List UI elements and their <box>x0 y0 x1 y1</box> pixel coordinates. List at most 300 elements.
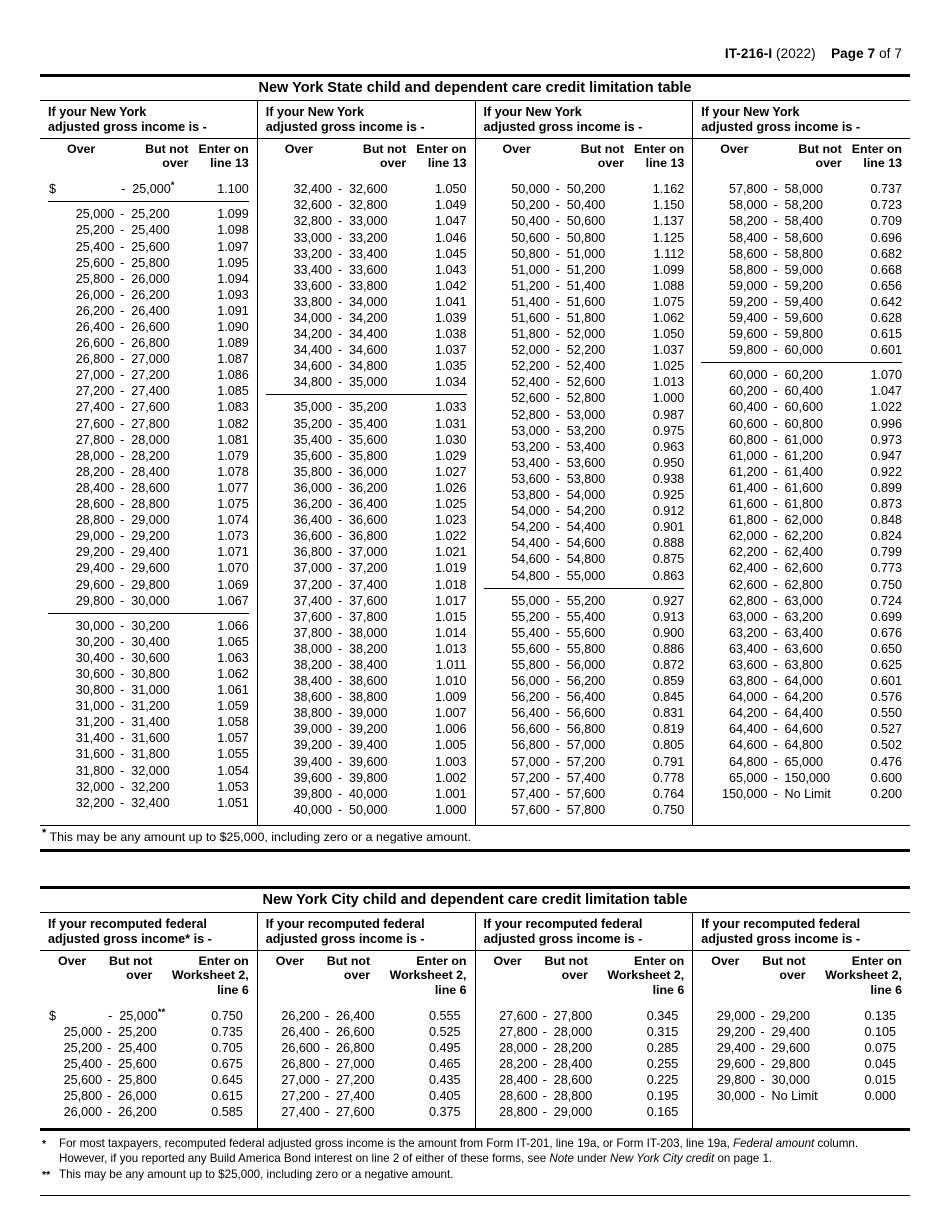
range-but-not-over: 29,400 <box>131 545 170 560</box>
range-dash: - <box>337 400 343 415</box>
range-over: 60,400 <box>728 400 768 415</box>
range-but-not-over: 57,400 <box>566 770 606 785</box>
range-over: 33,400 <box>293 262 332 277</box>
range-but-not-over: 39,800 <box>349 770 388 785</box>
range-over: 31,000 <box>75 699 115 714</box>
range-but-not-over: 35,000 <box>349 375 388 390</box>
range-but-not-over: 54,400 <box>566 520 606 535</box>
range-over: 29,600 <box>75 577 115 592</box>
credit-value: 1.085 <box>217 384 249 399</box>
range-dash: - <box>773 464 778 479</box>
table-row <box>484 754 685 770</box>
range-over: 36,400 <box>293 513 332 528</box>
range-dash: - <box>107 1041 112 1056</box>
credit-value: 1.007 <box>434 706 467 721</box>
table-row <box>48 1088 249 1104</box>
city-column-2 <box>257 913 475 1127</box>
range-over: 58,000 <box>728 198 768 213</box>
footnote-two <box>42 1167 908 1183</box>
credit-value: 0.676 <box>870 625 902 640</box>
subhead-enter-on: Enter on Worksheet 2, line 6 <box>825 954 902 997</box>
credit-value: 1.045 <box>434 246 467 261</box>
credit-value: 1.079 <box>217 448 249 463</box>
range-over: 36,600 <box>293 529 332 544</box>
range-but-not-over: 35,200 <box>349 400 388 415</box>
credit-value: 0.987 <box>652 407 685 422</box>
state-column-heading: If your New York adjusted gross income is - <box>40 101 257 139</box>
range-but-not-over: 36,600 <box>349 513 388 528</box>
range-but-not-over: 38,400 <box>349 657 388 672</box>
range-over: 62,600 <box>728 577 768 592</box>
range-over: 29,800 <box>716 1073 756 1088</box>
range-dash: - <box>120 666 125 681</box>
credit-value: 1.099 <box>652 262 685 277</box>
table-row <box>48 1072 249 1088</box>
range-dash: - <box>555 754 560 769</box>
range-but-not-over: 29,000 <box>131 513 170 528</box>
table-row <box>266 802 467 818</box>
range-but-not-over: 50,800 <box>566 230 606 245</box>
range-over: 52,400 <box>511 375 550 390</box>
range-but-not-over: 27,800 <box>131 416 170 431</box>
range-over: 56,800 <box>511 738 550 753</box>
range-over: 52,600 <box>511 391 550 406</box>
table-row <box>48 255 249 271</box>
range-dash: - <box>107 1057 112 1072</box>
range-but-not-over: 37,400 <box>349 577 388 592</box>
range-dash: - <box>760 1073 765 1088</box>
credit-value: 1.047 <box>870 384 902 399</box>
table-row <box>48 383 249 399</box>
range-but-not-over: 55,200 <box>566 593 606 608</box>
range-but-not-over: 30,400 <box>131 634 170 649</box>
range-but-not-over: 39,400 <box>349 738 388 753</box>
credit-value: 1.093 <box>217 287 249 302</box>
range-dash: - <box>120 336 125 351</box>
range-over: 25,800 <box>63 1089 103 1104</box>
range-dash: - <box>773 690 778 705</box>
credit-value: 0.435 <box>428 1073 461 1088</box>
table-row <box>484 262 685 278</box>
range-but-not-over: 58,800 <box>784 246 824 261</box>
credit-value: 1.051 <box>217 795 249 810</box>
range-but-not-over: 26,800 <box>131 336 170 351</box>
credit-value: 1.058 <box>217 715 249 730</box>
range-but-not-over: 30,000 <box>131 593 170 608</box>
city-column-rows <box>476 1001 693 1128</box>
table-row <box>266 673 467 689</box>
credit-value: 0.696 <box>870 230 902 245</box>
range-but-not-over: 64,200 <box>784 690 824 705</box>
credit-value: 1.049 <box>434 198 467 213</box>
credit-value: 1.035 <box>434 359 467 374</box>
credit-value: 1.095 <box>217 255 249 270</box>
table-row <box>48 1056 249 1072</box>
range-dash: - <box>120 593 125 608</box>
range-over: 51,400 <box>511 294 550 309</box>
table-row <box>701 673 902 689</box>
range-but-not-over: 26,400 <box>335 1008 375 1023</box>
credit-value: 0.764 <box>652 786 685 801</box>
range-dash: - <box>542 1008 547 1023</box>
range-dash: - <box>773 230 778 245</box>
range-over: 53,800 <box>511 488 550 503</box>
range-but-not-over: 33,200 <box>349 230 388 245</box>
table-row <box>701 464 902 480</box>
range-but-not-over: 39,000 <box>349 706 388 721</box>
table-row <box>701 705 902 721</box>
table-row <box>266 1008 467 1024</box>
range-dash: - <box>555 439 560 454</box>
range-but-not-over: 39,200 <box>349 722 388 737</box>
range-dash: - <box>120 650 125 665</box>
range-dash: - <box>337 416 343 431</box>
range-dash: - <box>773 738 778 753</box>
table-row <box>701 1040 902 1056</box>
credit-value: 1.070 <box>870 368 902 383</box>
range-dash: - <box>555 520 560 535</box>
city-column-heading: If your recomputed federal adjusted gross income is - <box>258 913 475 951</box>
range-dash: - <box>555 294 560 309</box>
credit-value: 0.200 <box>870 786 902 801</box>
range-over: 27,200 <box>281 1089 320 1104</box>
range-but-not-over: 26,200 <box>118 1105 157 1120</box>
table-row <box>484 1088 685 1104</box>
table-row <box>484 439 685 455</box>
credit-value: 0.075 <box>864 1041 896 1056</box>
subhead-but-not-over: But not over <box>762 954 806 983</box>
city-credit-limitation-table <box>40 886 910 1130</box>
range-over: 25,400 <box>75 239 115 254</box>
page-label: Page <box>831 46 864 61</box>
rows-bottom-gap <box>266 1121 467 1128</box>
state-column-1 <box>40 101 257 825</box>
subhead-but-not-over: But not over <box>544 954 588 983</box>
credit-value: 0.255 <box>646 1057 679 1072</box>
table-row <box>48 1008 249 1024</box>
range-over: 38,400 <box>293 674 332 689</box>
table-row <box>48 448 249 464</box>
range-but-not-over: 55,800 <box>566 641 606 656</box>
range-but-not-over: 57,200 <box>566 754 606 769</box>
table-row <box>266 342 467 358</box>
range-dash: - <box>555 609 560 624</box>
credit-value: 0.709 <box>870 214 902 229</box>
table-row <box>701 448 902 464</box>
range-dash: - <box>773 593 778 608</box>
credit-value: 1.006 <box>434 722 467 737</box>
subhead-over: Over <box>284 141 313 156</box>
state-column-rows <box>258 174 475 825</box>
table-row <box>266 1024 467 1040</box>
table-row <box>266 657 467 673</box>
range-over: 34,600 <box>293 359 332 374</box>
range-dash: - <box>120 618 125 633</box>
city-column-heading: If your recomputed federal adjusted gross income* is - <box>40 913 257 951</box>
credit-value: 0.555 <box>428 1008 461 1023</box>
credit-value: 1.067 <box>217 593 249 608</box>
credit-value: 1.033 <box>434 400 467 415</box>
range-over: 58,200 <box>728 214 768 229</box>
credit-value: 0.585 <box>211 1105 243 1120</box>
subhead-enter-on: Enter on Worksheet 2, line 6 <box>607 954 685 997</box>
state-column-subheading <box>40 139 257 175</box>
range-dash: - <box>773 480 778 495</box>
range-dash: - <box>773 674 778 689</box>
table-row <box>48 650 249 666</box>
range-but-not-over: 25,200 <box>131 207 170 222</box>
range-dash: - <box>337 513 343 528</box>
credit-value: 0.682 <box>870 246 902 261</box>
range-but-not-over: 60,600 <box>784 400 824 415</box>
footnote-one <box>42 1136 908 1167</box>
range-over: 64,000 <box>728 690 768 705</box>
table-row <box>701 230 902 246</box>
state-column-rows <box>40 174 257 818</box>
credit-value: 1.039 <box>434 311 467 325</box>
range-dash: - <box>555 657 560 672</box>
rows-top-gap <box>484 174 685 181</box>
range-but-not-over: 33,800 <box>349 278 388 293</box>
range-over: 27,600 <box>499 1008 538 1023</box>
range-but-not-over: 28,200 <box>553 1041 593 1056</box>
range-dash: - <box>555 802 560 817</box>
range-dash: - <box>337 432 343 447</box>
credit-value: 0.750 <box>870 577 902 592</box>
range-dash: - <box>555 278 560 293</box>
range-dash: - <box>337 359 343 374</box>
credit-value: 1.090 <box>217 320 249 334</box>
range-over: 26,800 <box>75 352 115 367</box>
range-dash: - <box>555 504 560 519</box>
credit-value: 1.162 <box>652 182 685 197</box>
range-over: 63,400 <box>728 641 768 656</box>
range-but-not-over: 35,800 <box>349 448 388 463</box>
table-row <box>701 310 902 326</box>
subhead-but-not-over: But not over <box>580 141 624 170</box>
range-over: 35,200 <box>293 416 332 431</box>
credit-value: 1.050 <box>652 327 685 342</box>
range-over: 26,400 <box>75 320 115 334</box>
range-but-not-over: 54,000 <box>566 488 606 503</box>
table-row <box>701 197 902 213</box>
table-row <box>484 1024 685 1040</box>
subhead-enter-on: Enter on line 13 <box>198 141 249 170</box>
range-dash: - <box>120 683 125 698</box>
range-but-not-over: 34,800 <box>349 359 388 374</box>
range-over: 51,000 <box>511 262 550 277</box>
range-over: 53,000 <box>511 423 550 438</box>
range-dash: - <box>120 239 125 254</box>
credit-value: 0.872 <box>652 657 685 672</box>
credit-value: 0.996 <box>870 416 902 431</box>
range-dash: - <box>120 287 125 302</box>
credit-value: 1.071 <box>217 545 249 560</box>
credit-value: 1.019 <box>434 561 467 576</box>
credit-value: 0.135 <box>864 1008 896 1023</box>
range-dash: - <box>773 311 778 325</box>
credit-value: 1.125 <box>652 230 685 245</box>
range-over: 29,800 <box>75 593 115 608</box>
state-table-footnote <box>40 825 910 850</box>
range-but-not-over: 62,400 <box>784 545 824 560</box>
table-row <box>484 609 685 625</box>
subhead-but-not-over: But not over <box>109 954 153 983</box>
range-but-not-over: 63,600 <box>784 641 824 656</box>
table-row <box>484 503 685 519</box>
credit-value: 0.912 <box>652 504 685 519</box>
table-row <box>266 770 467 786</box>
range-but-not-over: 39,600 <box>349 754 388 769</box>
credit-value: 1.027 <box>434 464 467 479</box>
credit-value: 0.375 <box>428 1105 461 1120</box>
table-row <box>484 519 685 535</box>
range-over: 65,000 <box>728 770 768 785</box>
credit-value: 0.888 <box>652 536 685 551</box>
range-over: 34,000 <box>293 311 332 325</box>
range-over: 53,600 <box>511 471 550 486</box>
table-row <box>701 737 902 753</box>
range-over: 33,800 <box>293 294 332 309</box>
page-header <box>40 0 910 61</box>
credit-value: 1.112 <box>653 246 685 261</box>
table-row <box>266 721 467 737</box>
table-row <box>266 1056 467 1072</box>
credit-value: 0.735 <box>211 1025 243 1040</box>
city-column-subheading <box>693 951 910 1001</box>
city-table-columns <box>40 913 910 1127</box>
table-row <box>701 181 902 197</box>
range-dash: - <box>120 480 125 495</box>
range-dash: - <box>555 690 560 705</box>
credit-value: 0.799 <box>870 545 902 560</box>
range-dash: - <box>120 320 125 334</box>
range-but-not-over: 28,800 <box>553 1089 593 1104</box>
table-row <box>484 1104 685 1120</box>
table-row <box>266 374 467 390</box>
bottom-rule <box>40 1195 910 1196</box>
range-dash: - <box>773 327 778 342</box>
range-over: 53,200 <box>511 439 550 454</box>
range-but-not-over: 54,600 <box>566 536 606 551</box>
range-over: 35,000 <box>293 400 332 415</box>
note1-italic-federal: Federal <box>733 1136 773 1150</box>
credit-value: 1.062 <box>652 311 685 325</box>
range-but-not-over: 34,200 <box>349 311 388 325</box>
credit-value: 0.927 <box>652 593 685 608</box>
credit-value: 0.476 <box>870 754 902 769</box>
credit-value: 0.773 <box>870 561 902 576</box>
credit-value: 1.097 <box>217 239 249 254</box>
table-row <box>266 262 467 278</box>
range-dash: - <box>773 214 778 229</box>
range-but-not-over: 61,000 <box>784 432 824 447</box>
range-but-not-over: 32,600 <box>349 182 388 197</box>
range-dash: - <box>337 214 343 229</box>
range-but-not-over: 27,000 <box>335 1057 375 1072</box>
range-over: 54,600 <box>511 552 550 567</box>
range-but-not-over: 61,600 <box>784 480 824 495</box>
table-row <box>484 358 685 374</box>
range-dash: - <box>555 625 560 640</box>
table-row <box>701 399 902 415</box>
table-row <box>48 698 249 714</box>
table-row <box>484 181 685 197</box>
range-but-not-over: 56,000 <box>566 657 606 672</box>
range-dash: - <box>773 609 778 624</box>
table-row <box>701 496 902 512</box>
range-dash: - <box>120 432 125 447</box>
range-but-not-over: 64,400 <box>784 706 824 721</box>
range-over: 35,400 <box>293 432 332 447</box>
range-dash: - <box>337 375 343 390</box>
credit-value: 0.845 <box>652 690 685 705</box>
range-over: 27,600 <box>75 416 115 431</box>
table-row <box>701 593 902 609</box>
range-over: 25,400 <box>63 1057 103 1072</box>
range-but-not-over: 32,200 <box>131 779 170 794</box>
subhead-spacer <box>550 142 562 171</box>
range-but-not-over: 27,000 <box>131 352 170 367</box>
credit-value: 0.550 <box>870 706 902 721</box>
range-over: 57,000 <box>511 754 550 769</box>
rows-bottom-gap <box>484 818 685 825</box>
table-row <box>484 737 685 753</box>
state-column-rows <box>693 174 910 809</box>
range-over: 60,200 <box>728 384 768 399</box>
range-dash: - <box>760 1025 765 1040</box>
range-but-not-over: 27,200 <box>131 368 170 383</box>
range-but-not-over: 28,400 <box>131 464 170 479</box>
table-row <box>48 618 249 634</box>
credit-value: 0.625 <box>870 657 902 672</box>
range-over: 35,600 <box>293 448 332 463</box>
range-dash: - <box>337 262 343 277</box>
range-dash: - <box>773 416 778 431</box>
range-over: 50,600 <box>511 230 550 245</box>
range-dash: - <box>120 368 125 383</box>
range-dash: - <box>555 262 560 277</box>
range-dash: - <box>120 352 125 367</box>
credit-value: 0.315 <box>646 1025 679 1040</box>
final-footnotes <box>40 1131 910 1191</box>
range-over: 28,400 <box>499 1073 538 1088</box>
range-dash: - <box>324 1073 330 1088</box>
credit-value: 1.031 <box>434 416 467 431</box>
range-dash: - <box>337 327 343 342</box>
range-but-not-over: 59,400 <box>784 294 824 309</box>
range-dash: - <box>120 400 125 415</box>
range-over: 32,600 <box>293 198 332 213</box>
subhead-spacer <box>767 142 779 171</box>
range-over: 25,000 <box>75 207 115 222</box>
range-over: 38,800 <box>293 706 332 721</box>
range-over: 32,400 <box>293 182 332 197</box>
credit-value: 1.041 <box>434 294 467 309</box>
credit-value: 1.100 <box>217 182 249 197</box>
credit-value: 1.063 <box>217 650 249 665</box>
range-but-not-over: 25,600 <box>131 239 170 254</box>
range-dash: - <box>337 278 343 293</box>
range-but-not-over: 28,600 <box>131 480 170 495</box>
range-dash: - <box>337 593 343 608</box>
credit-value: 1.073 <box>217 529 249 544</box>
table-row <box>48 416 249 432</box>
range-over: 62,000 <box>728 529 768 544</box>
range-dash: - <box>760 1008 765 1023</box>
credit-value: 0.950 <box>652 455 685 470</box>
range-but-not-over: 31,800 <box>131 747 170 762</box>
